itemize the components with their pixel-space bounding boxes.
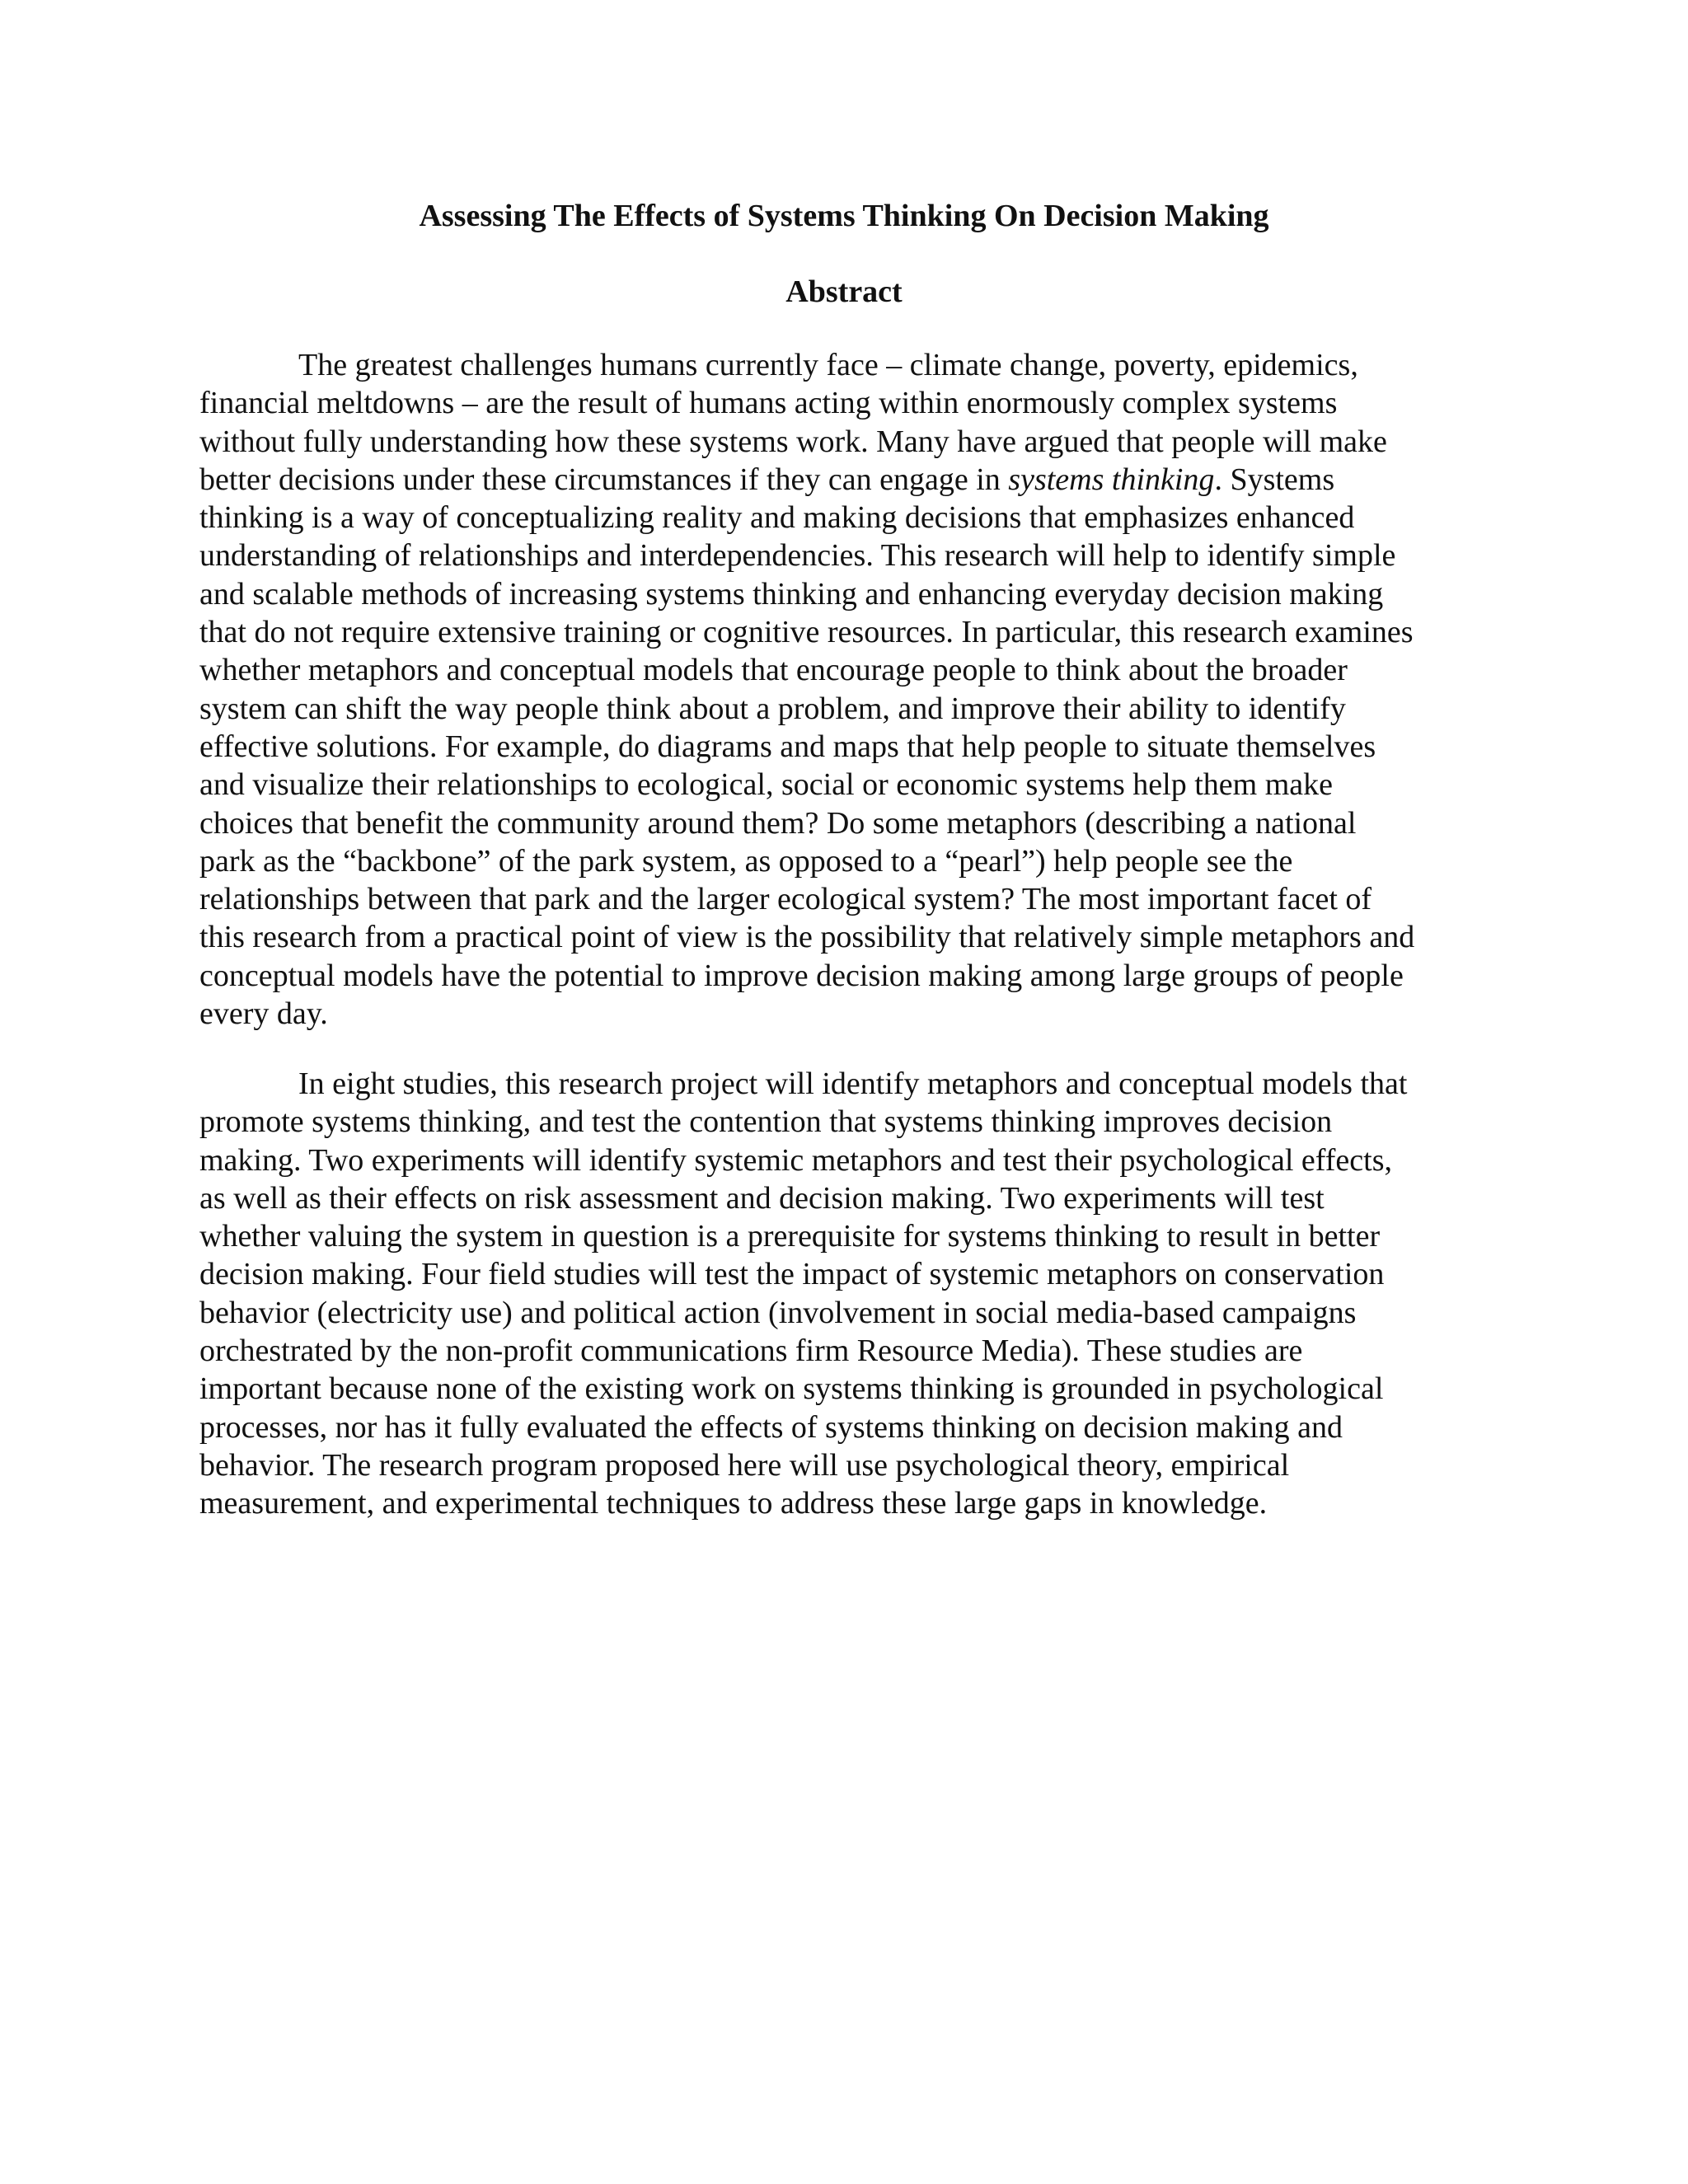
paragraph-line: this research from a practical point of view is the possibility that relatively simple metaphors and [199, 920, 1415, 955]
paragraph-line: as well as their effects on risk assessment and decision making. Two experiments will test [199, 1180, 1325, 1216]
text-run: better decisions under these circumstances if they can engage in [199, 462, 1009, 497]
paragraph-line: The greatest challenges humans currently face – climate change, poverty, epidemics, [298, 348, 1358, 382]
abstract-paragraph-2 [199, 1065, 1485, 1523]
paragraph-line: important because none of the existing work on systems thinking is grounded in psychological [199, 1371, 1384, 1407]
paragraph-line: that do not require extensive training or cognitive resources. In particular, this research examines [199, 615, 1414, 650]
paragraph-line: decision making. Four field studies will test the impact of systemic metaphors on conservation [199, 1257, 1385, 1292]
paragraph-line: behavior (electricity use) and political action (involvement in social media-based campaigns [199, 1295, 1357, 1330]
text-run: . Systems [1214, 462, 1335, 497]
paragraph-line: making. Two experiments will identify systemic metaphors and test their psychological effects, [199, 1142, 1392, 1178]
paragraph-line: financial meltdowns – are the result of humans acting within enormously complex systems [199, 386, 1338, 421]
paragraph-line: measurement, and experimental techniques to address these large gaps in knowledge. [199, 1486, 1268, 1521]
paragraph-line: understanding of relationships and interdependencies. This research will help to identify simple [199, 538, 1396, 574]
paragraph-line: relationships between that park and the larger ecological system? The most important facet of [199, 882, 1372, 917]
paragraph-line: and visualize their relationships to ecological, social or economic systems help them make [199, 767, 1333, 803]
paragraph-line: behavior. The research program proposed here will use psychological theory, empirical [199, 1447, 1290, 1483]
paragraph-line: system can shift the way people think about a problem, and improve their ability to identify [199, 691, 1346, 726]
paragraph-line: processes, nor has it fully evaluated the effects of systems thinking on decision making and [199, 1409, 1343, 1445]
paragraph-line: promote systems thinking, and test the contention that systems thinking improves decision [199, 1104, 1333, 1140]
paragraph-line: choices that benefit the community around them? Do some metaphors (describing a national [199, 805, 1357, 841]
paragraph-line [199, 461, 1485, 499]
abstract-heading: Abstract [785, 274, 903, 309]
paragraph-line: thinking is a way of conceptualizing reality and making decisions that emphasizes enhanced [199, 500, 1355, 536]
paragraph-line: park as the “backbone” of the park system, as opposed to a “pearl”) help people see the [199, 843, 1293, 879]
paragraph-line: every day. [199, 996, 328, 1032]
paragraph-line: whether metaphors and conceptual models that encourage people to think about the broader [199, 653, 1348, 688]
document-title: Assessing The Effects of Systems Thinking On Decision Making [419, 199, 1269, 233]
paragraph-line: without fully understanding how these systems work. Many have argued that people will make [199, 424, 1387, 459]
abstract-paragraph-1 [199, 346, 1485, 1033]
emphasized-term: systems thinking [1008, 462, 1215, 497]
paragraph-line: whether valuing the system in question is a prerequisite for systems thinking to result in better [199, 1219, 1381, 1254]
paragraph-line: conceptual models have the potential to improve decision making among large groups of people [199, 958, 1404, 993]
paragraph-line: orchestrated by the non-profit communications firm Resource Media). These studies are [199, 1333, 1303, 1369]
paragraph-line: and scalable methods of increasing systems thinking and enhancing everyday decision making [199, 576, 1384, 612]
paragraph-line: In eight studies, this research project will identify metaphors and conceptual models that [298, 1066, 1408, 1101]
paragraph-line: effective solutions. For example, do diagrams and maps that help people to situate themselves [199, 729, 1376, 764]
